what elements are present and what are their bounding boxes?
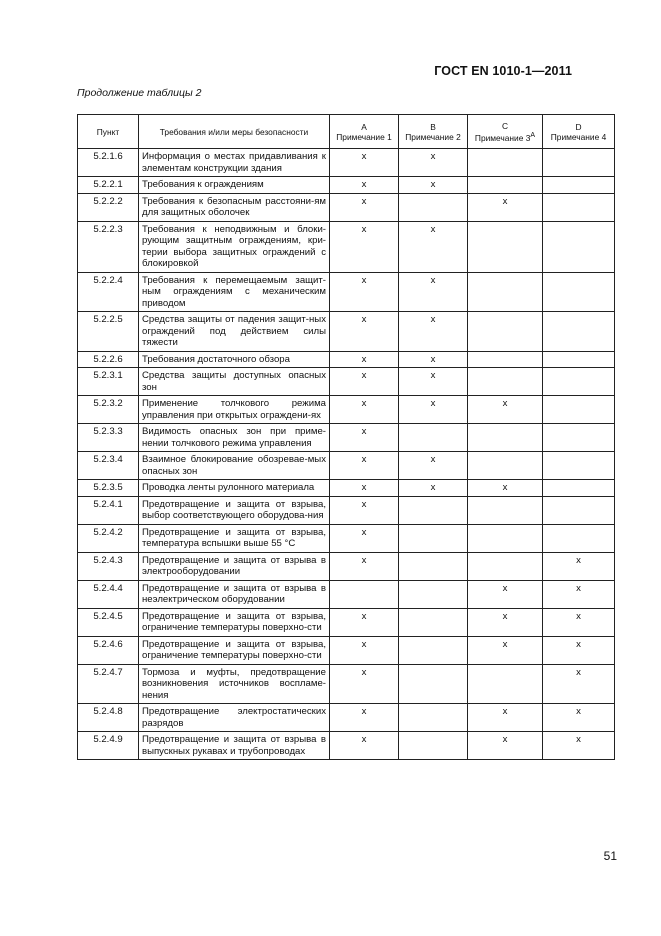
column-header-a (330, 115, 399, 149)
row-mark-b: x (399, 221, 468, 272)
row-mark-b: x (399, 452, 468, 480)
column-b-letter: B (430, 121, 436, 132)
row-requirement: Предотвращение и защита от взрыва в электрооборудовании (139, 552, 330, 580)
row-mark-c (468, 149, 543, 177)
row-number: 5.2.2.3 (78, 221, 139, 272)
row-mark-c (468, 177, 543, 194)
row-mark-c (468, 496, 543, 524)
row-mark-d (543, 396, 615, 424)
row-number: 5.2.1.6 (78, 149, 139, 177)
row-mark-a: x (330, 312, 399, 352)
row-mark-c: x (468, 396, 543, 424)
row-number: 5.2.4.2 (78, 524, 139, 552)
table-row (78, 193, 615, 221)
table-row (78, 149, 615, 177)
row-number: 5.2.2.6 (78, 351, 139, 368)
row-mark-d (543, 351, 615, 368)
column-a-letter: A (361, 121, 367, 132)
table-body (78, 149, 615, 760)
row-number: 5.2.3.5 (78, 480, 139, 497)
row-mark-d: x (543, 580, 615, 608)
row-requirement: Предотвращение и защита от взрыва в выпускных рукавах и трубопроводах (139, 732, 330, 760)
table-row (78, 524, 615, 552)
table-row (78, 608, 615, 636)
row-number: 5.2.2.4 (78, 272, 139, 312)
row-mark-a: x (330, 368, 399, 396)
table-row (78, 732, 615, 760)
table-row (78, 312, 615, 352)
row-mark-b (399, 424, 468, 452)
row-mark-a: x (330, 496, 399, 524)
column-header-c (468, 115, 543, 149)
row-mark-d: x (543, 608, 615, 636)
column-header-item: Пункт (78, 115, 139, 149)
row-mark-b (399, 524, 468, 552)
row-number: 5.2.2.2 (78, 193, 139, 221)
row-mark-b: x (399, 480, 468, 497)
row-mark-b (399, 704, 468, 732)
row-mark-b (399, 552, 468, 580)
row-mark-d: x (543, 636, 615, 664)
row-mark-a: x (330, 524, 399, 552)
row-mark-c (468, 368, 543, 396)
row-mark-c: x (468, 636, 543, 664)
row-mark-d (543, 272, 615, 312)
row-mark-a: x (330, 221, 399, 272)
row-requirement: Видимость опасных зон при приме-нении толчкового режима управления (139, 424, 330, 452)
row-mark-d (543, 424, 615, 452)
row-mark-b (399, 496, 468, 524)
row-mark-c (468, 452, 543, 480)
row-mark-d (543, 452, 615, 480)
row-number: 5.2.2.5 (78, 312, 139, 352)
row-mark-d: x (543, 664, 615, 704)
row-requirement: Предотвращение и защита от взрыва, выбор соответствующего оборудова-ния (139, 496, 330, 524)
row-number: 5.2.4.7 (78, 664, 139, 704)
row-number: 5.2.4.4 (78, 580, 139, 608)
table-row (78, 396, 615, 424)
row-requirement: Требования к неподвижным и блоки-рующим защитным ограждениям, кри-терии выбора защитных ограждений с блокировкой (139, 221, 330, 272)
row-requirement: Предотвращение электростатических разрядов (139, 704, 330, 732)
table-row (78, 424, 615, 452)
table-row (78, 704, 615, 732)
row-mark-a: x (330, 351, 399, 368)
column-header-d (543, 115, 615, 149)
table-row (78, 664, 615, 704)
row-mark-c (468, 664, 543, 704)
row-requirement: Информация о местах придавливания к элементам конструкции здания (139, 149, 330, 177)
row-mark-b: x (399, 312, 468, 352)
row-mark-d (543, 368, 615, 396)
table-row (78, 368, 615, 396)
row-mark-b: x (399, 272, 468, 312)
row-mark-a: x (330, 480, 399, 497)
row-mark-b: x (399, 368, 468, 396)
table-row (78, 496, 615, 524)
row-mark-c (468, 524, 543, 552)
column-a-note: Примечание 1 (336, 131, 392, 142)
column-d-letter: D (575, 121, 582, 132)
column-c-note: Примечание 3 (474, 132, 531, 143)
table-row (78, 351, 615, 368)
column-d-note: Примечание 4 (550, 131, 607, 142)
row-requirement: Взаимное блокирование обозревае-мых опасных зон (139, 452, 330, 480)
row-number: 5.2.3.3 (78, 424, 139, 452)
row-mark-d (543, 496, 615, 524)
table-row (78, 272, 615, 312)
row-mark-d (543, 221, 615, 272)
table-row (78, 580, 615, 608)
column-c-letter: C (501, 120, 509, 131)
row-mark-b (399, 193, 468, 221)
row-requirement: Предотвращение и защита от взрыва, температура вспышки выше 55 °С (139, 524, 330, 552)
table-row (78, 636, 615, 664)
row-number: 5.2.4.9 (78, 732, 139, 760)
page-number: 51 (603, 849, 617, 863)
row-number: 5.2.4.3 (78, 552, 139, 580)
row-mark-d (543, 193, 615, 221)
row-mark-b (399, 636, 468, 664)
row-mark-c: x (468, 704, 543, 732)
row-requirement: Тормоза и муфты, предотвращение возникновения источников воспламе-нения (139, 664, 330, 704)
table-row (78, 552, 615, 580)
table-row (78, 221, 615, 272)
row-mark-a: x (330, 636, 399, 664)
row-mark-a: x (330, 732, 399, 760)
row-mark-c (468, 552, 543, 580)
row-mark-a: x (330, 424, 399, 452)
column-header-requirements: Требования и/или меры безопасности (139, 115, 330, 149)
table-row (78, 480, 615, 497)
row-requirement: Требования к ограждениям (139, 177, 330, 194)
row-mark-c (468, 221, 543, 272)
row-number: 5.2.4.8 (78, 704, 139, 732)
row-mark-c: x (468, 480, 543, 497)
row-mark-c: x (468, 608, 543, 636)
row-mark-a: x (330, 608, 399, 636)
row-requirement: Средства защиты доступных опасных зон (139, 368, 330, 396)
row-number: 5.2.3.2 (78, 396, 139, 424)
row-requirement: Применение толчкового режима управления при открытых ограждени-ях (139, 396, 330, 424)
table-row (78, 452, 615, 480)
row-requirement: Предотвращение и защита от взрыва, ограничение температуры поверхно-сти (139, 608, 330, 636)
row-requirement: Требования к безопасным расстояни-ям для защитных оболочек (139, 193, 330, 221)
row-mark-c (468, 351, 543, 368)
column-b-note: Примечание 2 (405, 131, 461, 142)
document-header: ГОСТ EN 1010-1—2011 (434, 64, 572, 78)
row-requirement: Требования достаточного обзора (139, 351, 330, 368)
row-mark-c: x (468, 193, 543, 221)
row-mark-b: x (399, 351, 468, 368)
row-mark-a (330, 580, 399, 608)
row-mark-a: x (330, 552, 399, 580)
row-mark-b: x (399, 396, 468, 424)
row-mark-b (399, 664, 468, 704)
row-requirement: Требования к перемещаемым защит-ным ограждениям с механическим приводом (139, 272, 330, 312)
row-requirement: Проводка ленты рулонного материала (139, 480, 330, 497)
row-mark-d (543, 177, 615, 194)
table-header-row (78, 115, 615, 149)
row-mark-d (543, 480, 615, 497)
row-number: 5.2.2.1 (78, 177, 139, 194)
row-mark-a: x (330, 664, 399, 704)
row-number: 5.2.3.1 (78, 368, 139, 396)
column-header-b (399, 115, 468, 149)
row-mark-c (468, 424, 543, 452)
row-mark-d: x (543, 704, 615, 732)
row-mark-b: x (399, 149, 468, 177)
row-mark-a: x (330, 704, 399, 732)
row-mark-d: x (543, 552, 615, 580)
row-number: 5.2.4.5 (78, 608, 139, 636)
row-mark-a: x (330, 149, 399, 177)
row-mark-a: x (330, 452, 399, 480)
row-requirement: Предотвращение и защита от взрыва, ограничение температуры поверхно-сти (139, 636, 330, 664)
requirements-table (77, 114, 615, 760)
row-mark-a: x (330, 272, 399, 312)
row-mark-c: x (468, 732, 543, 760)
row-mark-b (399, 608, 468, 636)
table-row (78, 177, 615, 194)
column-c-footnote-mark: A (530, 131, 536, 139)
row-mark-b: x (399, 177, 468, 194)
row-mark-d (543, 312, 615, 352)
row-requirement: Предотвращение и защита от взрыва в неэлектрическом оборудовании (139, 580, 330, 608)
row-number: 5.2.3.4 (78, 452, 139, 480)
row-mark-b (399, 580, 468, 608)
row-mark-c (468, 272, 543, 312)
row-mark-a: x (330, 193, 399, 221)
row-mark-d (543, 149, 615, 177)
row-mark-a: x (330, 396, 399, 424)
table-caption: Продолжение таблицы 2 (77, 87, 202, 99)
row-requirement: Средства защиты от падения защит-ных ограждений под действием силы тяжести (139, 312, 330, 352)
row-mark-c (468, 312, 543, 352)
row-mark-d: x (543, 732, 615, 760)
row-mark-d (543, 524, 615, 552)
row-mark-c: x (468, 580, 543, 608)
row-number: 5.2.4.1 (78, 496, 139, 524)
row-mark-b (399, 732, 468, 760)
row-number: 5.2.4.6 (78, 636, 139, 664)
row-mark-a: x (330, 177, 399, 194)
